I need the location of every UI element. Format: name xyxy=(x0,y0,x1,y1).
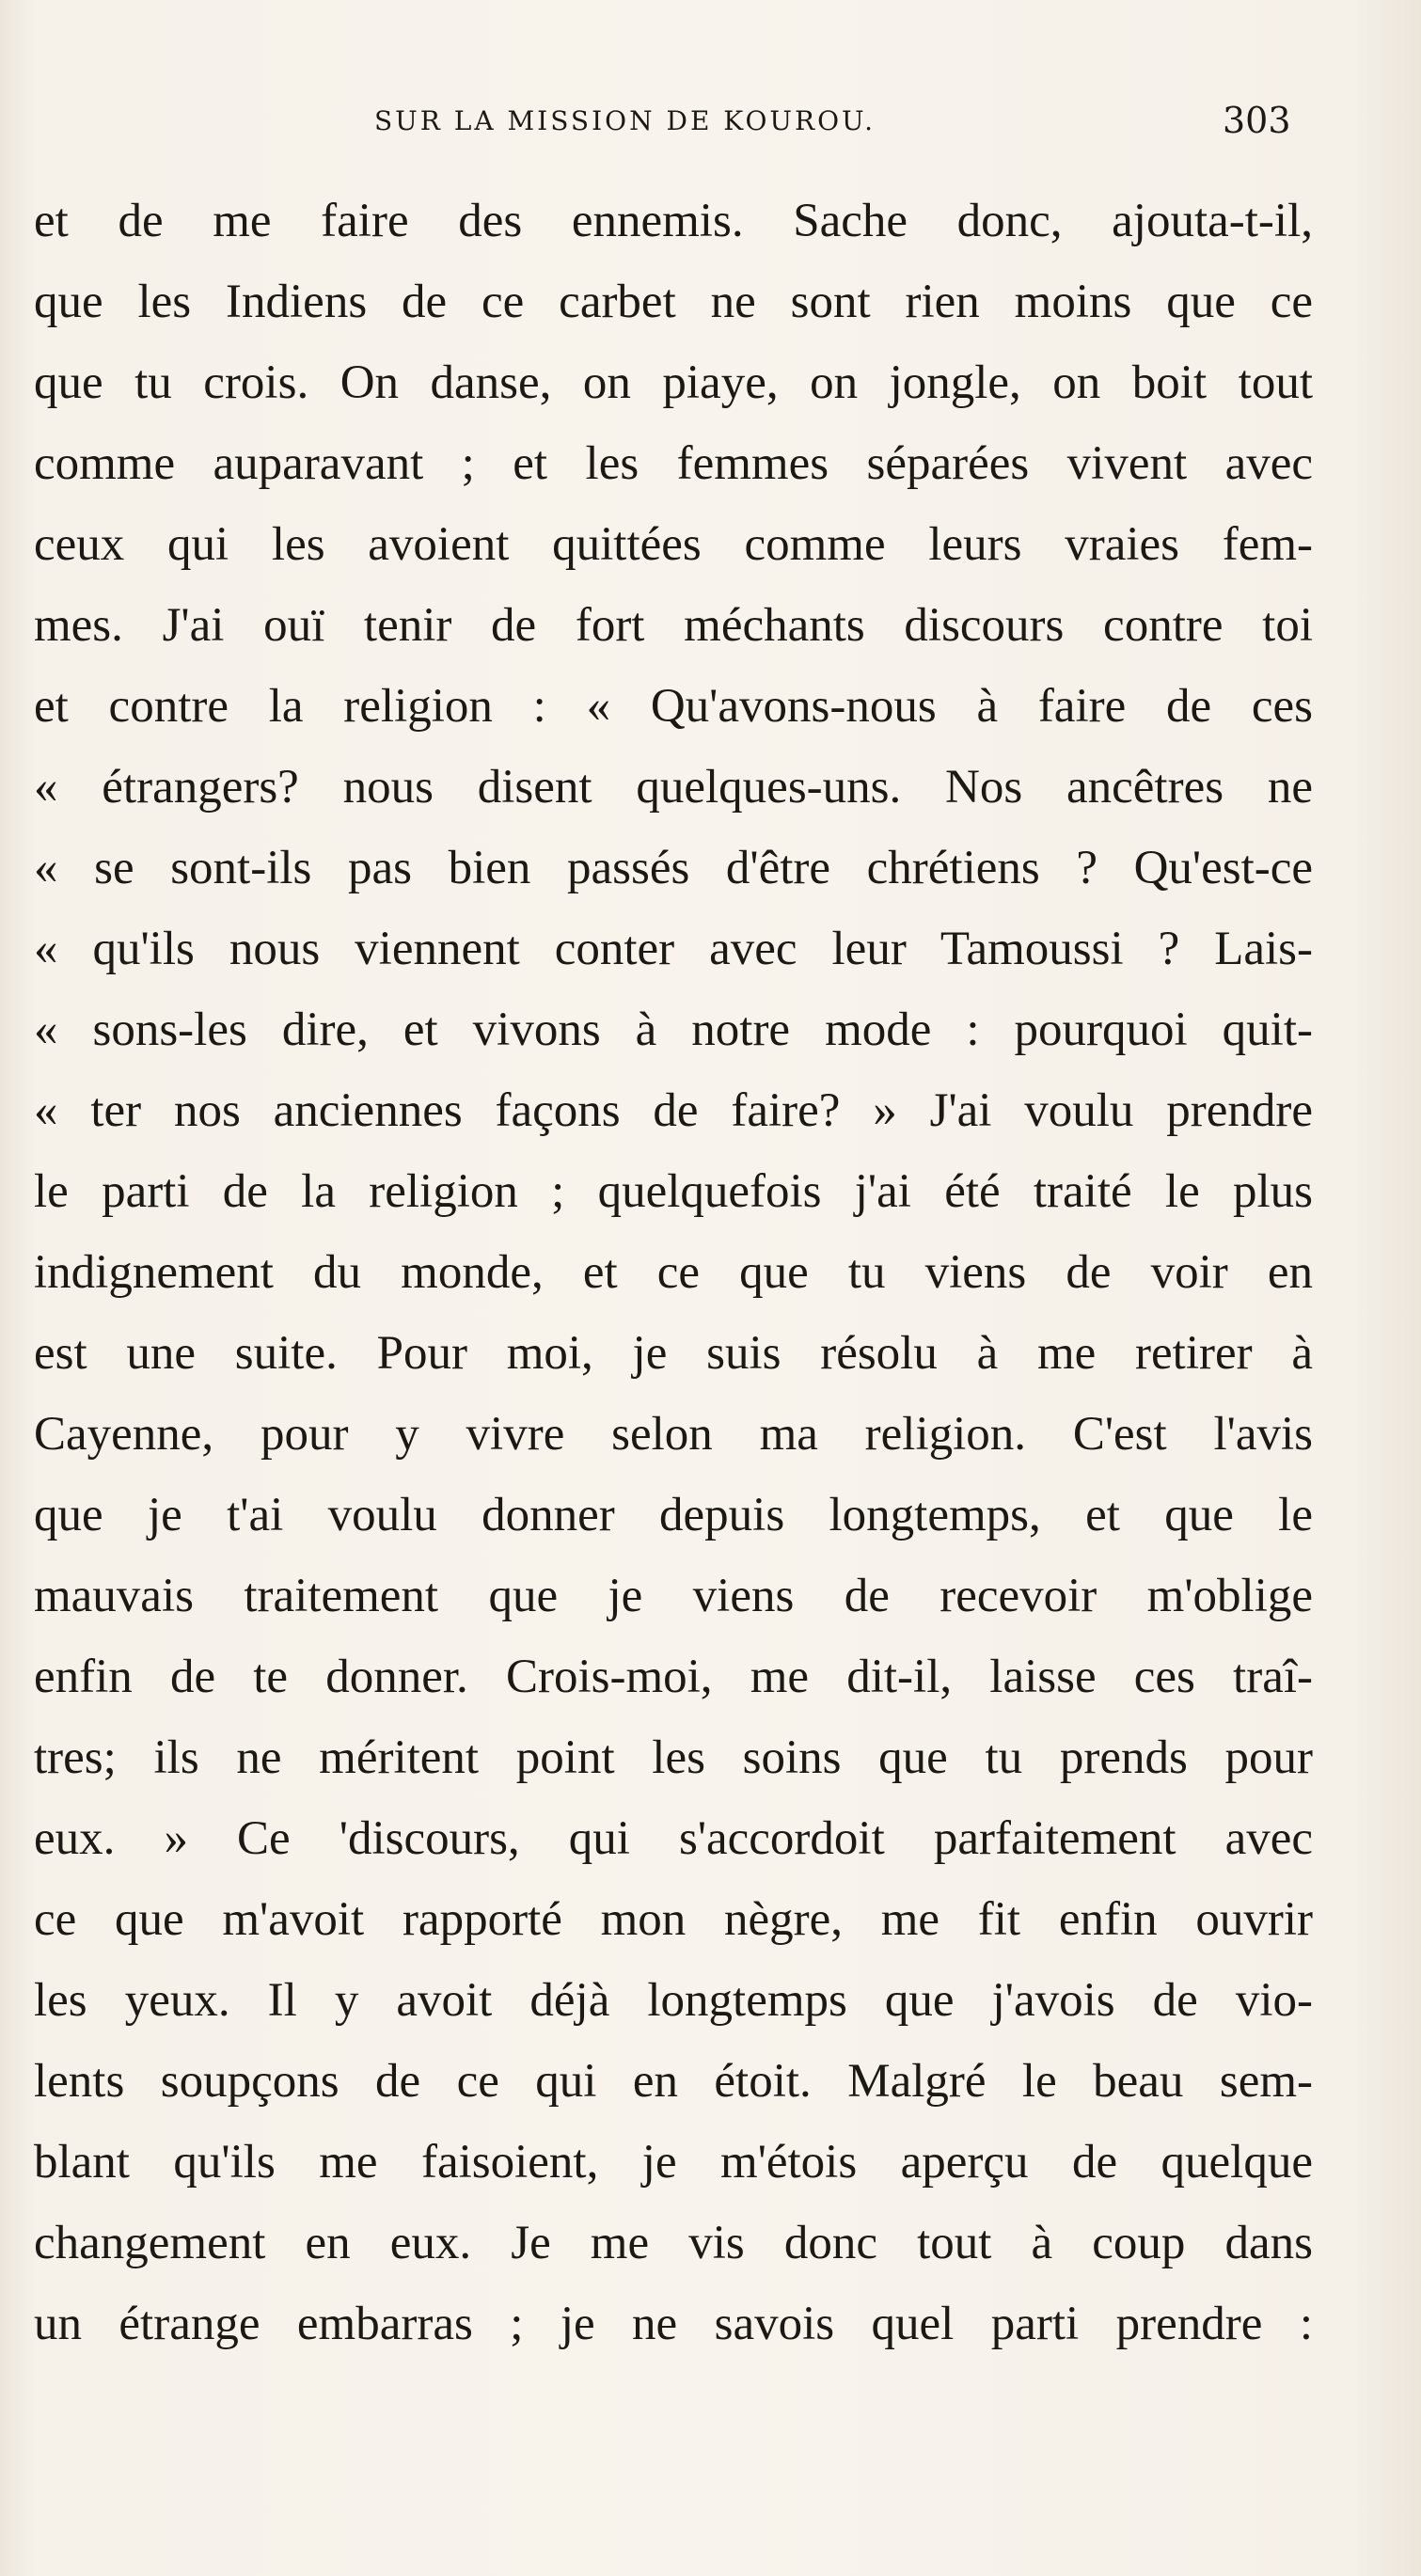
text-line: lents soupçons de ce qui en étoit. Malgré le beau sem- xyxy=(34,2055,1313,2108)
text-line: Cayenne, pour y vivre selon ma religion. C'est l'avis xyxy=(34,1408,1313,1461)
text-line: « qu'ils nous viennent conter avec leur Tamoussi ? Lais- xyxy=(34,923,1313,975)
text-line: et contre la religion : « Qu'avons-nous à faire de ces xyxy=(34,680,1313,733)
text-line: « sons-les dire, et vivons à notre mode : pourquoi quit- xyxy=(34,1004,1313,1056)
text-line: tres; ils ne méritent point les soins que tu prends pour xyxy=(34,1731,1313,1784)
text-line: blant qu'ils me faisoient, je m'étois aperçu de quelque xyxy=(34,2136,1313,2189)
text-line: indignement du monde, et ce que tu viens de voir en xyxy=(34,1246,1313,1299)
text-line: mauvais traitement que je viens de recevoir m'oblige xyxy=(34,1570,1313,1622)
text-line: que les Indiens de ce carbet ne sont rien moins que ce xyxy=(34,276,1313,328)
running-head xyxy=(0,100,1421,150)
text-line: changement en eux. Je me vis donc tout à coup dans xyxy=(34,2217,1313,2269)
text-line: mes. J'ai ouï tenir de fort méchants discours contre toi xyxy=(34,599,1313,652)
text-line: « se sont-ils pas bien passés d'être chrétiens ? Qu'est-ce xyxy=(34,842,1313,894)
text-line: un étrange embarras ; je ne savois quel parti prendre : xyxy=(34,2298,1313,2350)
text-line: ceux qui les avoient quittées comme leurs vraies fem- xyxy=(34,518,1313,571)
text-line: « ter nos anciennes façons de faire? » J'ai voulu prendre xyxy=(34,1084,1313,1137)
text-line: « étrangers? nous disent quelques-uns. Nos ancêtres ne xyxy=(34,761,1313,814)
text-line: et de me faire des ennemis. Sache donc, ajouta-t-il, xyxy=(34,195,1313,247)
text-line: comme auparavant ; et les femmes séparées vivent avec xyxy=(34,437,1313,490)
text-line: que tu crois. On danse, on piaye, on jongle, on boit tout xyxy=(34,356,1313,409)
text-line: ce que m'avoit rapporté mon nègre, me fit enfin ouvrir xyxy=(34,1893,1313,1946)
text-line: le parti de la religion ; quelquefois j'ai été traité le plus xyxy=(34,1165,1313,1218)
text-line: les yeux. Il y avoit déjà longtemps que j'avois de vio- xyxy=(34,1974,1313,2027)
running-title: SUR LA MISSION DE KOUROU. xyxy=(374,105,876,136)
page-number: 303 xyxy=(1223,100,1291,141)
text-line: est une suite. Pour moi, je suis résolu à me retirer à xyxy=(34,1327,1313,1380)
text-line: enfin de te donner. Crois-moi, me dit-il, laisse ces traî- xyxy=(34,1651,1313,1703)
text-line: que je t'ai voulu donner depuis longtemps, et que le xyxy=(34,1489,1313,1541)
text-line: eux. » Ce 'discours, qui s'accordoit parfaitement avec xyxy=(34,1812,1313,1865)
